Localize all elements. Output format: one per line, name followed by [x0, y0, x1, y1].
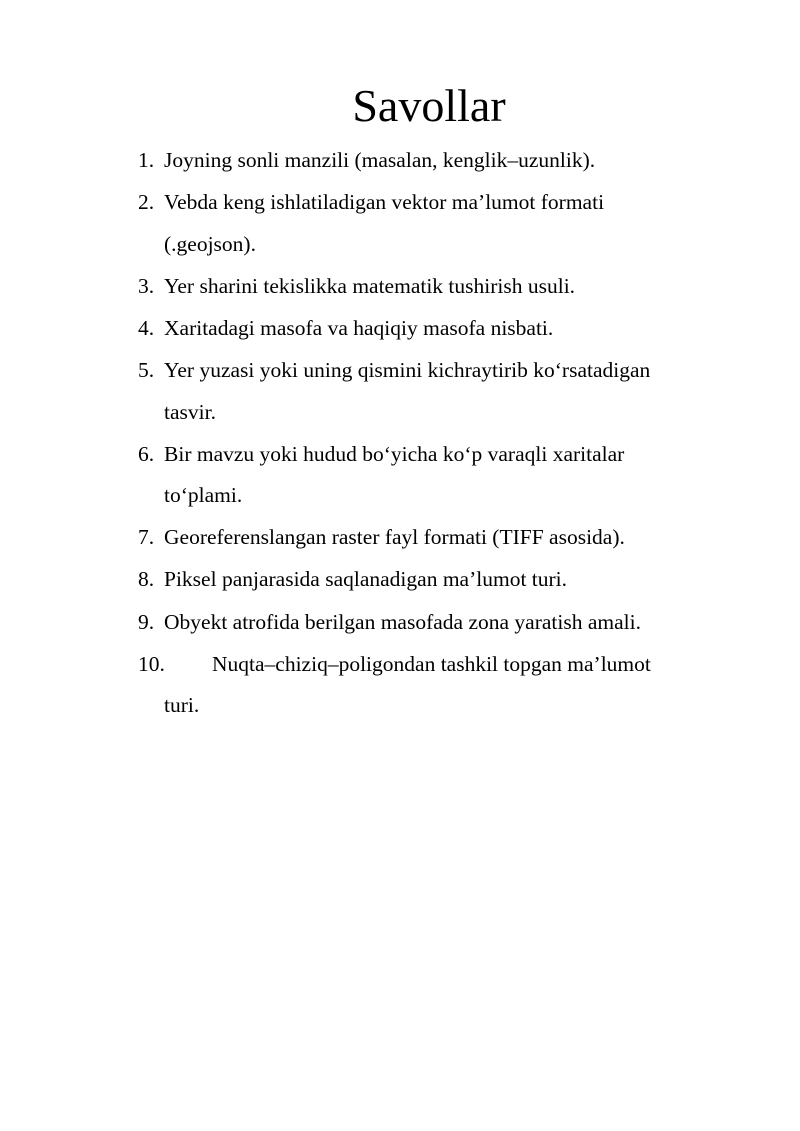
- question-text-line: Yer sharini tekislikka matematik tushirish usuli.: [164, 273, 576, 298]
- question-item-7: [138, 517, 738, 559]
- question-number: 6.: [138, 441, 155, 466]
- question-item-1: [138, 140, 738, 182]
- question-text-line: tasvir.: [164, 399, 216, 424]
- question-item-10: [138, 644, 738, 727]
- question-text-line: Joyning sonli manzili (masalan, kenglik–uzunlik).: [164, 148, 596, 172]
- question-number: 4.: [138, 315, 155, 340]
- question-text-line: (.geojson).: [164, 231, 256, 256]
- question-text-line: Xaritadagi masofa va haqiqiy masofa nisbati.: [164, 315, 554, 340]
- question-number: 7.: [138, 525, 155, 550]
- question-item-6: [138, 434, 738, 517]
- question-text-line: Nuqta–chiziq–poligondan tashkil topgan ma’lumot: [212, 651, 651, 676]
- question-text-line: Vebda keng ishlatiladigan vektor ma’lumot formati: [164, 190, 605, 215]
- question-text-line: Obyekt atrofida berilgan masofada zona yaratish amali.: [164, 609, 641, 634]
- question-number: 10.: [138, 651, 165, 676]
- page-title: Savollar: [352, 80, 506, 131]
- question-number: 1.: [138, 148, 155, 172]
- question-item-5: [138, 350, 738, 433]
- question-text-line: Bir mavzu yoki hudud bo‘yicha ko‘p varaqli xaritalar: [164, 441, 625, 466]
- question-item-9: [138, 602, 738, 644]
- question-number: 5.: [138, 357, 155, 382]
- question-item-8: [138, 559, 738, 601]
- question-number: 2.: [138, 190, 155, 215]
- question-number: 8.: [138, 567, 155, 592]
- question-item-4: [138, 308, 738, 350]
- question-item-3: [138, 266, 738, 308]
- question-list: [138, 140, 738, 727]
- question-number: 9.: [138, 609, 155, 634]
- question-text-line: Yer yuzasi yoki uning qismini kichraytirib ko‘rsatadigan: [164, 357, 651, 382]
- question-text-line: to‘plami.: [164, 483, 243, 508]
- question-text-line: Georeferenslangan raster fayl formati (TIFF asosida).: [164, 525, 625, 550]
- question-text-line: turi.: [164, 693, 200, 718]
- question-text-line: Piksel panjarasida saqlanadigan ma’lumot turi.: [164, 567, 568, 592]
- question-item-2: [138, 182, 738, 265]
- question-number: 3.: [138, 273, 155, 298]
